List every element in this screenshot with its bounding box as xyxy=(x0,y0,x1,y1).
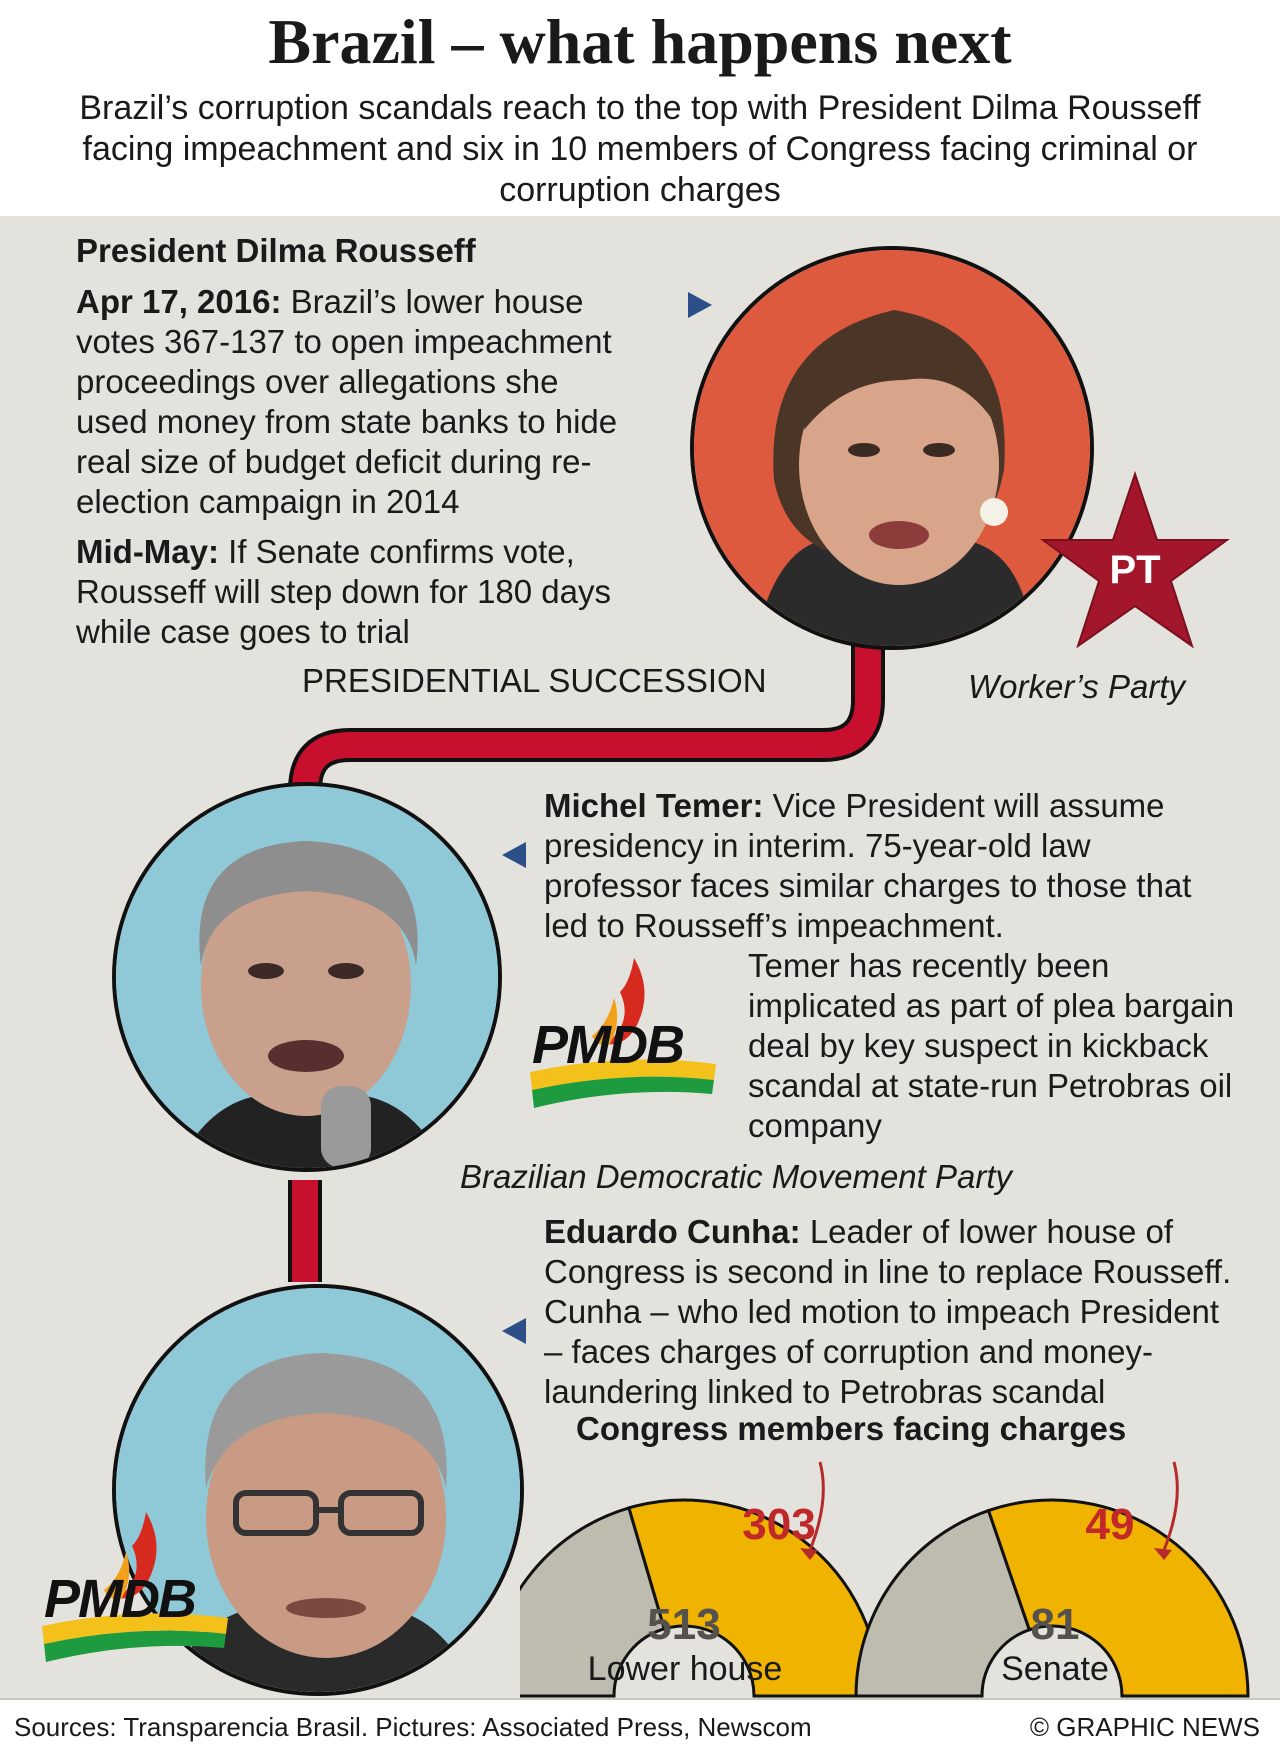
pmdb-logo xyxy=(36,1506,236,1671)
lower-house-charged-value: 303 xyxy=(742,1500,816,1549)
pmdb-logo xyxy=(524,952,724,1117)
temer-name: Michel Temer: xyxy=(544,787,764,824)
temer-paragraph xyxy=(544,786,1234,946)
page-title: Brazil – what happens next xyxy=(268,6,1012,77)
rousseff-midmay-paragraph xyxy=(76,532,636,652)
rousseff-apr17-text: Brazil’s lower house votes 367-137 to open impeachment proceedings over allegations she used money from state banks to hide real size of budget deficit during re-election campaign in 2014 xyxy=(76,283,618,520)
rousseff-heading: President Dilma Rousseff xyxy=(76,232,476,269)
cunha-name: Eduardo Cunha: xyxy=(544,1213,801,1250)
workers-party-label: Worker’s Party xyxy=(968,668,1185,705)
rousseff-photo xyxy=(690,246,1094,650)
pt-logo-text: PT xyxy=(1109,548,1161,592)
credit-text: © GRAPHIC NEWS xyxy=(1029,1712,1260,1742)
pmdb-logo-text: PMDB xyxy=(532,1015,683,1075)
pmdb-party-label: Brazilian Democratic Movement Party xyxy=(460,1158,1013,1195)
sources-text: Sources: Transparencia Brasil. Pictures: Associated Press, Newscom xyxy=(14,1712,812,1742)
lower-house-label: Lower house xyxy=(587,1650,783,1688)
succession-label: PRESIDENTIAL SUCCESSION xyxy=(302,662,767,699)
cunha-paragraph xyxy=(544,1212,1244,1412)
rousseff-date-apr17: Apr 17, 2016: xyxy=(76,283,282,320)
page-subtitle: Brazil’s corruption scandals reach to the top with President Dilma Rousseff facing impeachment and six in 10 members of Congress facing criminal or corruption charges xyxy=(79,89,1201,209)
rousseff-date-midmay: Mid-May: xyxy=(76,533,219,570)
pointer-arrow-icon xyxy=(502,1318,526,1344)
congress-heading: Congress members facing charges xyxy=(576,1410,1127,1447)
lower-house-total-value: 513 xyxy=(647,1600,721,1649)
cunha-text: Leader of lower house of Congress is second in line to replace Rousseff. Cunha – who led motion to impeach President – faces charges of corruption and money-laundering linked to Petrobras scandal xyxy=(544,1213,1232,1410)
senate-total-value: 81 xyxy=(1030,1600,1080,1649)
temer-photo xyxy=(112,782,502,1172)
senate-charged-value: 49 xyxy=(1085,1500,1135,1549)
pointer-arrow-icon xyxy=(502,842,526,868)
rousseff-apr17-paragraph xyxy=(76,282,636,522)
temer-text: Vice President will assume presidency in interim. 75-year-old law professor faces similar charges to those that led to Rousseff’s impeachment. xyxy=(544,787,1192,944)
rousseff-midmay-text: If Senate confirms vote, Rousseff will step down for 180 days while case goes to trial xyxy=(76,533,612,650)
temer-petrobras-paragraph: Temer has recently been implicated as part of plea bargain deal by key suspect in kickback scandal at state-run Petrobras oil company xyxy=(748,947,1235,1144)
senate-label: Senate xyxy=(1001,1650,1109,1688)
pmdb-logo-text: PMDB xyxy=(44,1569,195,1629)
pointer-arrow-icon xyxy=(688,292,712,318)
